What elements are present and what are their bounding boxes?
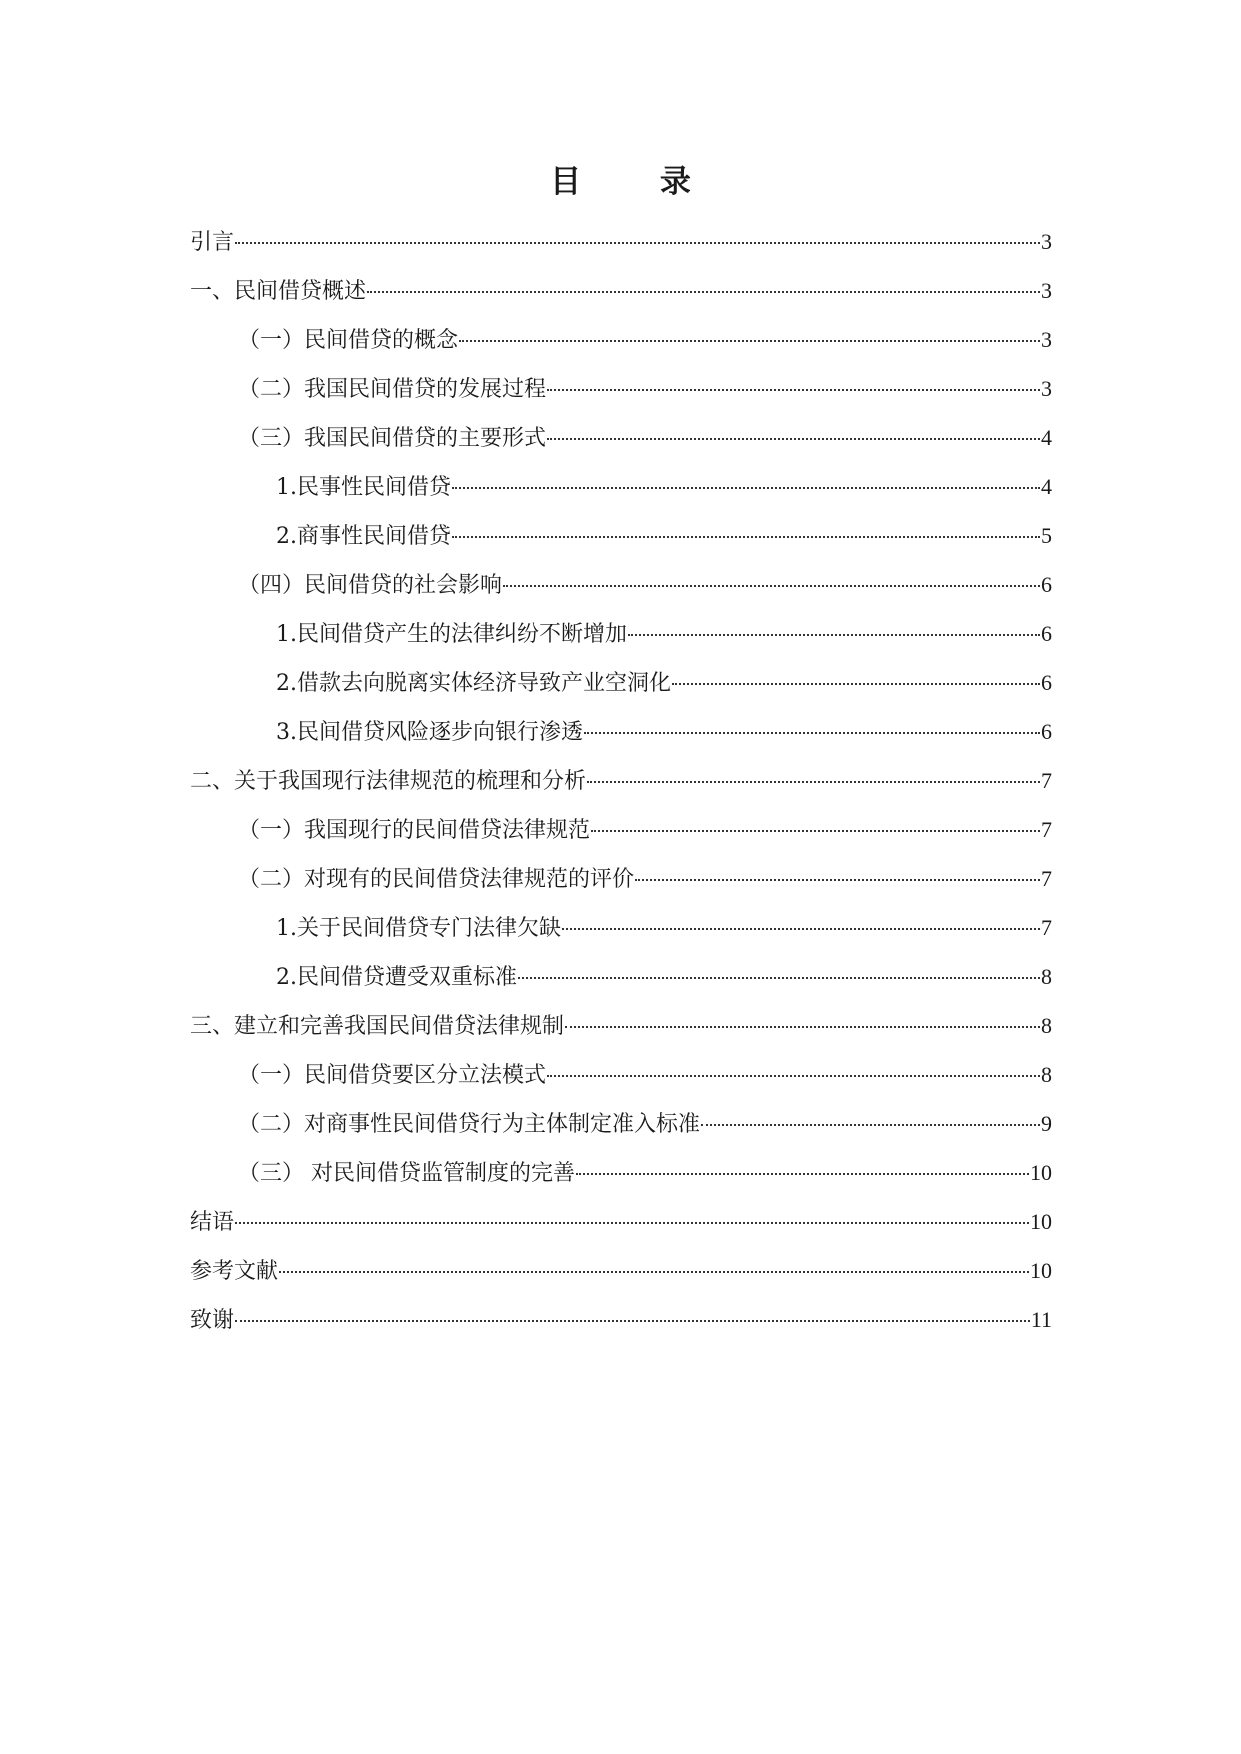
table-of-contents	[190, 222, 1052, 1349]
dot-leader	[584, 731, 1040, 734]
toc-entry[interactable]	[190, 1251, 1052, 1300]
dot-leader	[518, 976, 1040, 979]
toc-entry[interactable]	[190, 712, 1052, 761]
dot-leader	[547, 437, 1040, 440]
toc-entry-text: 二、关于我国现行法律规范的梳理和分析	[190, 769, 587, 794]
toc-entry-page: 4	[1041, 425, 1052, 450]
toc-entry-text: （三） 对民间借贷监管制度的完善	[238, 1161, 575, 1186]
toc-entry[interactable]	[190, 761, 1052, 810]
dot-leader	[367, 290, 1040, 293]
toc-entry-page: 11	[1030, 1307, 1052, 1332]
toc-entry-page: 3	[1041, 327, 1052, 352]
dot-leader	[235, 1319, 1030, 1322]
toc-entry[interactable]	[190, 1300, 1052, 1349]
toc-entry-page: 6	[1041, 572, 1052, 597]
toc-entry-page: 3	[1041, 229, 1052, 254]
toc-entry[interactable]	[190, 1202, 1052, 1251]
toc-entry-text: （三）我国民间借贷的主要形式	[238, 426, 547, 451]
toc-entry-page: 3	[1041, 376, 1052, 401]
toc-entry-page: 5	[1041, 523, 1052, 548]
toc-entry[interactable]	[190, 1055, 1052, 1104]
dot-leader	[235, 241, 1040, 244]
toc-entry[interactable]	[190, 565, 1052, 614]
toc-entry-text: 一、民间借贷概述	[190, 279, 367, 304]
toc-entry-page: 7	[1041, 915, 1052, 940]
toc-entry-page: 6	[1041, 621, 1052, 646]
toc-entry-text: 引言	[190, 230, 235, 255]
toc-entry[interactable]	[190, 320, 1052, 369]
dot-leader	[503, 584, 1040, 587]
toc-entry-text: 1.民间借贷产生的法律纠纷不断增加	[276, 622, 627, 647]
dot-leader	[591, 829, 1040, 832]
toc-entry-page: 7	[1041, 817, 1052, 842]
toc-entry-text: （二）我国民间借贷的发展过程	[238, 377, 547, 402]
toc-entry-page: 8	[1041, 1062, 1052, 1087]
toc-entry-text: 2.民间借贷遭受双重标准	[276, 965, 517, 990]
toc-entry-text: （一）民间借贷要区分立法模式	[238, 1063, 547, 1088]
dot-leader	[701, 1123, 1040, 1126]
toc-entry-page: 8	[1041, 964, 1052, 989]
toc-entry[interactable]	[190, 614, 1052, 663]
toc-entry-page: 3	[1041, 278, 1052, 303]
toc-entry[interactable]	[190, 810, 1052, 859]
toc-entry-text: （二）对现有的民间借贷法律规范的评价	[238, 867, 635, 892]
toc-entry-text: 1.民事性民间借贷	[276, 475, 451, 500]
toc-entry[interactable]	[190, 859, 1052, 908]
toc-entry[interactable]	[190, 1006, 1052, 1055]
toc-entry-text: 三、建立和完善我国民间借贷法律规制	[190, 1014, 565, 1039]
toc-entry-text: 参考文献	[190, 1259, 279, 1284]
dot-leader	[628, 633, 1040, 636]
toc-entry-page: 7	[1041, 768, 1052, 793]
toc-entry[interactable]	[190, 467, 1052, 516]
toc-entry-text: （二）对商事性民间借贷行为主体制定准入标准	[238, 1112, 701, 1137]
toc-entry[interactable]	[190, 663, 1052, 712]
toc-entry[interactable]	[190, 957, 1052, 1006]
toc-entry-text: 结语	[190, 1210, 235, 1235]
toc-entry-page: 6	[1041, 719, 1052, 744]
dot-leader	[547, 1074, 1040, 1077]
toc-entry-text: （一）我国现行的民间借贷法律规范	[238, 818, 591, 843]
toc-entry[interactable]	[190, 418, 1052, 467]
toc-entry[interactable]	[190, 1153, 1052, 1202]
toc-entry-page: 10	[1030, 1160, 1052, 1185]
dot-leader	[562, 927, 1040, 930]
dot-leader	[547, 388, 1040, 391]
toc-entry[interactable]	[190, 1104, 1052, 1153]
toc-entry-page: 7	[1041, 866, 1052, 891]
dot-leader	[452, 486, 1040, 489]
dot-leader	[279, 1270, 1029, 1273]
dot-leader	[576, 1172, 1029, 1175]
dot-leader	[672, 682, 1040, 685]
toc-entry[interactable]	[190, 271, 1052, 320]
dot-leader	[635, 878, 1040, 881]
toc-entry-text: （四）民间借贷的社会影响	[238, 573, 503, 598]
dot-leader	[459, 339, 1040, 342]
toc-entry-page: 9	[1041, 1111, 1052, 1136]
toc-entry-page: 10	[1030, 1258, 1052, 1283]
toc-title: 目 录	[550, 164, 725, 200]
dot-leader	[587, 780, 1040, 783]
toc-entry-text: （一）民间借贷的概念	[238, 328, 459, 353]
toc-entry-text: 2.借款去向脱离实体经济导致产业空洞化	[276, 671, 671, 696]
toc-entry-text: 致谢	[190, 1308, 235, 1333]
dot-leader	[235, 1221, 1029, 1224]
toc-entry-page: 4	[1041, 474, 1052, 499]
toc-entry-text: 3.民间借贷风险逐步向银行渗透	[276, 720, 583, 745]
toc-entry[interactable]	[190, 222, 1052, 271]
toc-entry-text: 2.商事性民间借贷	[276, 524, 451, 549]
toc-entry[interactable]	[190, 369, 1052, 418]
toc-entry[interactable]	[190, 908, 1052, 957]
dot-leader	[452, 535, 1040, 538]
toc-entry-page: 10	[1030, 1209, 1052, 1234]
dot-leader	[565, 1025, 1040, 1028]
toc-entry-text: 1.关于民间借贷专门法律欠缺	[276, 916, 561, 941]
toc-entry[interactable]	[190, 516, 1052, 565]
toc-entry-page: 6	[1041, 670, 1052, 695]
toc-entry-page: 8	[1041, 1013, 1052, 1038]
